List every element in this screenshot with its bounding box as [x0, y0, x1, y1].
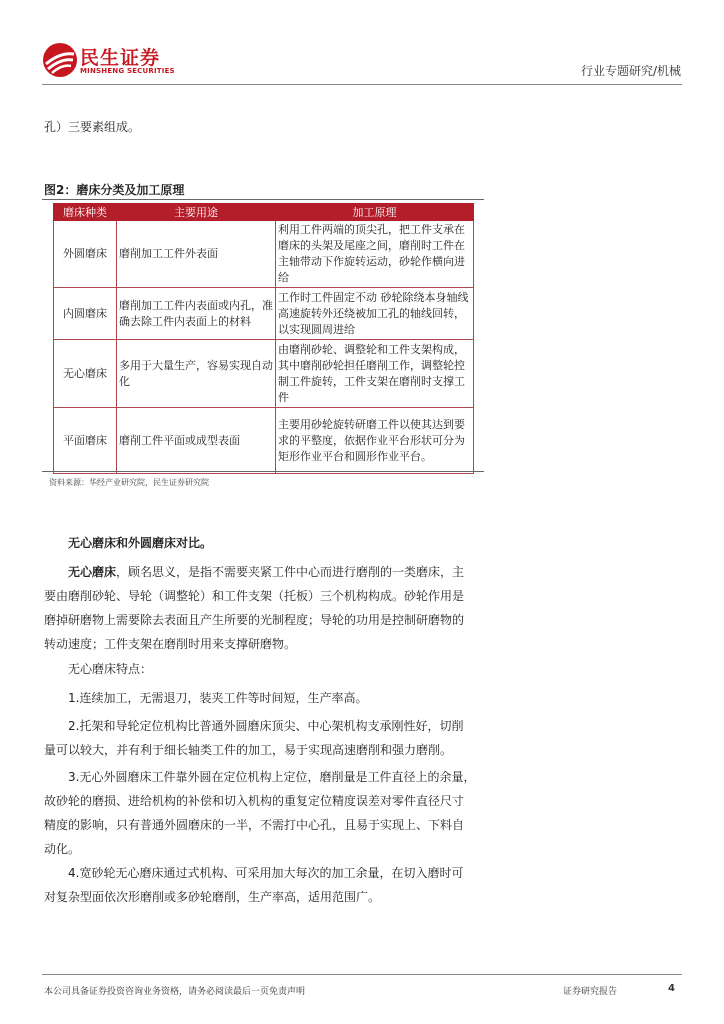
footer-divider [42, 974, 682, 975]
table-cell-use: 磨削加工工件内表面或内孔，准确去除工件内表面上的材料 [117, 288, 276, 340]
figure-top-rule [42, 199, 484, 200]
paragraph-line [68, 560, 464, 585]
minsheng-logo-icon [42, 42, 78, 78]
table-header-cell: 加工原理 [276, 204, 474, 221]
footer-disclaimer: 本公司具备证券投资咨询业务资格，请务必阅读最后一页免责声明 [44, 987, 306, 997]
table-cell-use: 磨削加工工件外表面 [117, 221, 276, 288]
features-title: 无心磨床特点： [68, 662, 153, 676]
list-item-continuation: 量可以较大，并有利于细长轴类工件的加工，易于实现高速磨削和强力磨削。 [44, 743, 453, 757]
table-cell-principle: 主要用砂轮旋转研磨工件以使其达到要求的平整度，依据作业平台形状可分为矩形作业平台和圆形作业平台。 [276, 408, 474, 474]
paragraph-line: 要由磨削砂轮、导轮（调整轮）和工件支架（托板）三个机构构成。砂轮作用是 [44, 589, 465, 603]
figure-bottom-rule [42, 471, 484, 472]
table-cell-principle: 由磨削砂轮、调整轮和工件支架构成，其中磨削砂轮担任磨削工作，调整轮控制工件旋转，工件支架在磨削时支撑工件 [276, 340, 474, 408]
list-item-continuation: 动化。 [44, 842, 81, 856]
table-header-row [54, 204, 474, 221]
table-row [54, 340, 474, 408]
list-item: 2.托架和导轮定位机构比普通外圆磨床顶尖、中心架机构支承刚性好，切削 [68, 719, 464, 733]
grinder-classification-table [53, 203, 474, 474]
list-item: 4.宽砂轮无心磨床通过式机构、可采用加大每次的加工余量，在切入磨时可 [68, 866, 464, 880]
figure-title: 图2：磨床分类及加工原理 [44, 183, 185, 197]
table-header-cell: 主要用途 [117, 204, 276, 221]
table-cell-type: 外圆磨床 [54, 221, 117, 288]
list-item-continuation: 故砂轮的磨损、进给机构的补偿和切入机构的重复定位精度误差对零件直径尺寸 [44, 794, 465, 808]
table-cell-type: 平面磨床 [54, 408, 117, 474]
list-item-continuation: 对复杂型面依次形磨削或多砂轮磨削，生产率高，适用范围广。 [44, 890, 381, 904]
logo-chinese-name: 民生证券 [80, 47, 161, 69]
section-subheading: 无心磨床和外圆磨床对比。 [68, 536, 213, 550]
company-logo [42, 42, 182, 78]
table-cell-type: 内圆磨床 [54, 288, 117, 340]
paragraph-continuation: 孔）三要素组成。 [44, 120, 141, 134]
paragraph-line: 转动速度；工件支架在磨削时用来支撑研磨物。 [44, 637, 297, 651]
table-cell-use: 多用于大量生产，容易实现自动化 [117, 340, 276, 408]
table-row [54, 288, 474, 340]
header-divider [42, 84, 682, 85]
footer-report-type: 证券研究报告 [563, 987, 618, 997]
table-cell-type: 无心磨床 [54, 340, 117, 408]
bold-term: 无心磨床 [68, 565, 117, 579]
list-item: 3.无心外圆磨床工件靠外圆在定位机构上定位，磨削量是工件直径上的余量， [68, 770, 476, 784]
paragraph-text: ，顾名思义，是指不需要夹紧工件中心而进行磨削的一类磨床，主 [116, 565, 465, 579]
list-item: 1.连续加工，无需退刀，装夹工件等时间短，生产率高。 [68, 691, 368, 705]
table-row [54, 408, 474, 474]
logo-english-name: MINSHENG SECURITIES [80, 67, 175, 75]
table-row [54, 221, 474, 288]
table-header-cell: 磨床种类 [54, 204, 117, 221]
paragraph-line: 磨掉研磨物上需要除去表面且产生所要的光制程度；导轮的功用是控制研磨物的 [44, 613, 465, 627]
figure-source: 资料来源：华经产业研究院，民生证券研究院 [49, 478, 209, 487]
list-item-continuation: 精度的影响，只有普通外圆磨床的一半，不需打中心孔，且易于实现上、下料自 [44, 818, 465, 832]
table-cell-principle: 工作时工件固定不动 砂轮除绕本身轴线高速旋转外还绕被加工孔的轴线回转，以实现圆周进给 [276, 288, 474, 340]
page-number: 4 [668, 983, 675, 994]
table-cell-principle: 利用工件两端的顶尖孔，把工件支承在磨床的头架及尾座之间，磨削时工件在主轴带动下作旋转运动，砂轮作横向进给 [276, 221, 474, 288]
table-cell-use: 磨削工件平面或成型表面 [117, 408, 276, 474]
report-category: 行业专题研究/机械 [580, 64, 681, 78]
